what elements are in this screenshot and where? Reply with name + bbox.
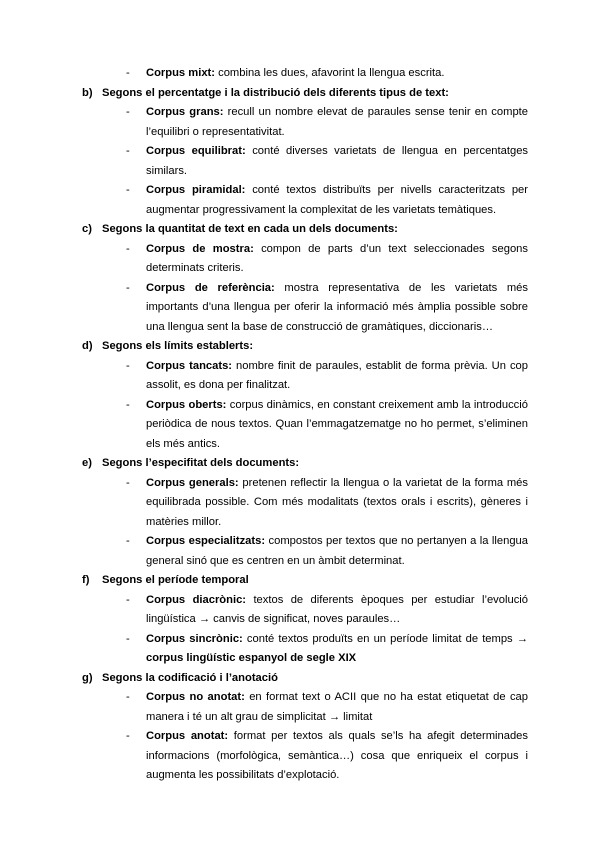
item-text: mostra representativa de les varietats més importants d’una llengua per oferir la informació més àmplia possible sobre una llengua sent la base de construcció de gramàtiques, diccionaris… xyxy=(146,281,529,333)
item-text: format per textos als quals se’ls ha afegit determinades informacions (morfològica, semàntica…) cosa que enriqueix el corpus i augmenta les possibilitats d’explotació. xyxy=(146,730,528,781)
item-term: Corpus anotat: xyxy=(146,730,229,742)
bullet-dash: - xyxy=(126,281,130,294)
section-heading xyxy=(82,669,528,689)
section-title: Segons els límits establerts: xyxy=(102,340,254,352)
section-title: Segons la quantitat de text en cada un dels documents: xyxy=(102,223,398,235)
list-item xyxy=(82,474,528,533)
bullet-dash: - xyxy=(126,691,130,703)
item-text: conté diverses varietats de llengua en percentatges similars. xyxy=(146,145,529,177)
item-term: Corpus piramidal: xyxy=(146,184,246,196)
list-item xyxy=(82,688,528,727)
bullet-dash: - xyxy=(126,67,130,79)
bullet-dash: - xyxy=(126,632,130,645)
item-text: en format text o ACII que no ha estat etiquetat de cap manera i té un alt grau de simplicitat → limitat xyxy=(146,691,528,723)
section-heading xyxy=(82,84,528,104)
item-term-emphasis: corpus lingüístic espanyol de segle XIX xyxy=(146,652,357,664)
item-text: conté textos produïts en un període limitat de temps → xyxy=(242,632,528,645)
list-item xyxy=(82,727,528,786)
bullet-dash: - xyxy=(126,242,130,255)
item-term: Corpus diacrònic: xyxy=(146,593,247,606)
list-item xyxy=(82,142,528,181)
section-title: Segons la codificació i l’anotació xyxy=(102,671,278,684)
item-term: Corpus grans: xyxy=(146,106,224,118)
item-term: Corpus no anotat: xyxy=(146,691,245,703)
item-term: Corpus de mostra: xyxy=(146,242,254,255)
list-item xyxy=(82,64,528,84)
bullet-dash: - xyxy=(126,593,130,606)
item-term: Corpus sincrònic: xyxy=(146,632,243,645)
section-title: Segons el període temporal xyxy=(102,574,249,586)
section-label: c) xyxy=(82,223,92,235)
item-text: recull un nombre elevat de paraules sense tenir en compte l’equilibri o representativitat. xyxy=(146,106,528,138)
section-heading xyxy=(82,337,528,357)
item-term: Corpus tancats: xyxy=(146,359,233,372)
list-item xyxy=(82,181,528,220)
bullet-dash: - xyxy=(126,476,130,489)
bullet-dash: - xyxy=(126,398,130,411)
bullet-dash: - xyxy=(126,535,130,547)
section-label: f) xyxy=(82,574,90,586)
section-label: d) xyxy=(82,340,93,352)
bullet-dash: - xyxy=(126,184,130,196)
item-term: Corpus equilibrat: xyxy=(146,145,246,157)
item-text: compostos per textos que no pertanyen a la llengua general sinó que es centren en un àmbit determinat. xyxy=(146,535,528,567)
item-text: conté textos distribuïts per nivells caracteritzats per augmentar progressivament la complexitat de les varietats temàtiques. xyxy=(146,184,528,216)
bullet-dash: - xyxy=(126,145,130,157)
bullet-dash: - xyxy=(126,106,130,118)
list-item xyxy=(82,630,528,669)
list-item xyxy=(82,357,528,396)
item-text: combina les dues, afavorint la llengua escrita. xyxy=(215,67,445,79)
bullet-dash: - xyxy=(126,359,130,372)
item-term: Corpus mixt: xyxy=(146,67,215,79)
item-term: Corpus especialitzats: xyxy=(146,535,266,547)
item-text: compon de parts d’un text seleccionades segons determinats criteris. xyxy=(146,242,528,274)
section-label: e) xyxy=(82,457,92,469)
list-item xyxy=(82,532,528,571)
list-item xyxy=(82,279,528,338)
item-term: Corpus oberts: xyxy=(146,398,227,411)
item-term: Corpus generals: xyxy=(146,476,239,489)
section-heading xyxy=(82,220,528,240)
list-item xyxy=(82,396,528,455)
list-item xyxy=(82,591,528,630)
list-item xyxy=(82,240,528,279)
item-term: Corpus de referència: xyxy=(146,281,275,294)
section-heading xyxy=(82,454,528,474)
bullet-dash: - xyxy=(126,730,130,742)
section-title: Segons l’especifitat dels documents: xyxy=(102,457,300,469)
item-text: nombre finit de paraules, establit de forma prèvia. Un cop assolit, es dona per finalitzat. xyxy=(146,359,528,391)
section-heading xyxy=(82,571,528,591)
section-label: b) xyxy=(82,86,93,99)
section-label: g) xyxy=(82,671,93,684)
item-text: corpus dinàmics, en constant creixement amb la introducció periòdica de nous textos. Quan l’emmagatzematge no ho permet, s’eliminen els més antics. xyxy=(146,398,528,450)
item-text: pretenen reflectir la llengua o la varietat de la forma més equilibrada possible. Com més modalitats (textos orals i escrits), gèneres i matèries millor. xyxy=(146,476,528,528)
list-item xyxy=(82,103,528,142)
section-title: Segons el percentatge i la distribució dels diferents tipus de text: xyxy=(102,86,449,99)
item-text: textos de diferents èpoques per estudiar l’evolució lingüística → canvis de significat, noves paraules… xyxy=(146,593,528,625)
